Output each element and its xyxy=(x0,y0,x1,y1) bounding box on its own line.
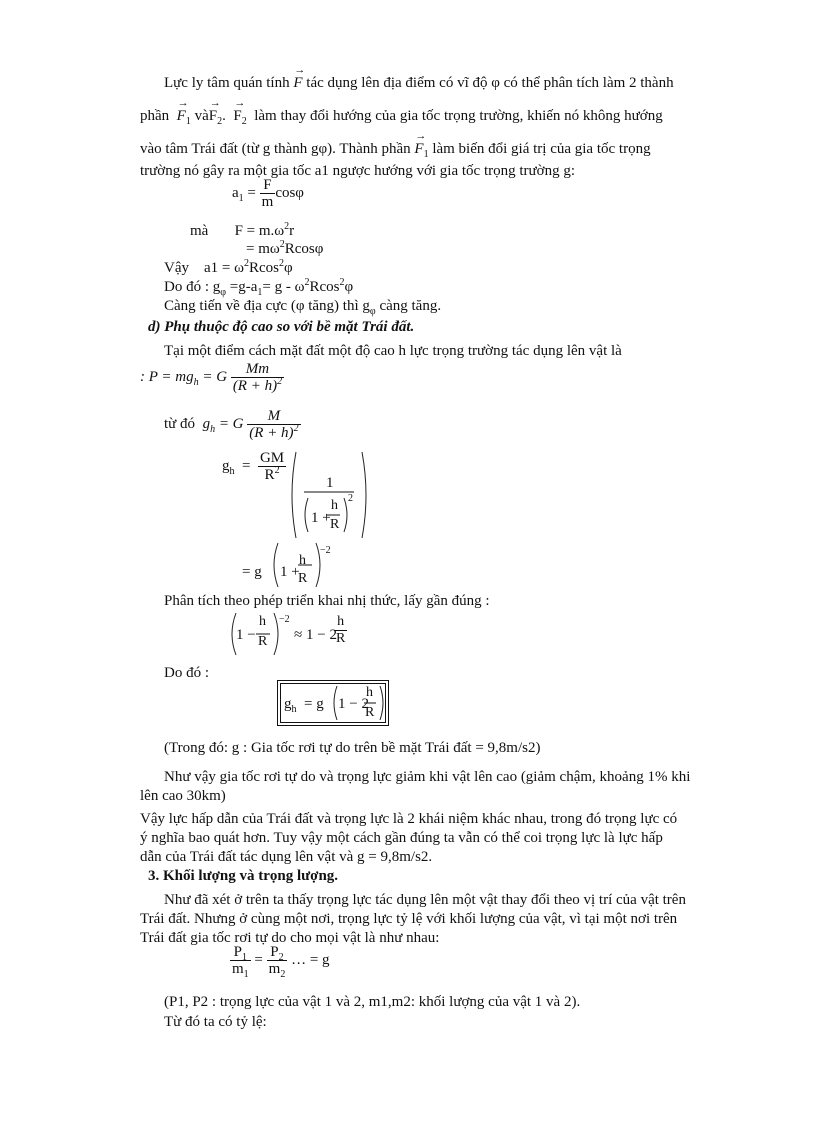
paragraph-line: trường nó gây ra một gia tốc a1 ngược hướng với gia tốc trọng trường g: xyxy=(140,163,576,179)
paragraph-line: dẫn của Trái đất tác dụng lên vật và g = 9,8m/s2. xyxy=(140,849,433,865)
equation-part: R xyxy=(298,571,308,586)
equation-part: −2 xyxy=(320,545,331,556)
paragraph-line: Như vậy gia tốc rơi tự do và trọng lực giảm khi vật lên cao (giảm chậm, khoảng 1% khi xyxy=(164,769,691,785)
equation: Vậy $a1 = \omega^2Rcos^2\varphi$ xyxy=(164,258,293,276)
paragraph-line: Tại một điểm cách mặt đất một độ cao h lực trọng trường tác dụng lên vật là xyxy=(164,343,622,359)
equation-part: 1 − xyxy=(236,627,256,643)
fraction: $\frac{h}{R}$ xyxy=(336,614,346,646)
paragraph-line: ý nghĩa bao quát hơn. Tuy vậy một cách gần đúng ta vẫn có thể coi trọng lực là lực hấp xyxy=(140,830,663,846)
paragraph-line: Lực ly tâm quán tính → F tác dụng lên địa điểm có vĩ độ φ có thể phân tích làm 2 thành xyxy=(164,74,674,92)
equation-part: h xyxy=(259,614,266,629)
equation-part: $g_h = g$ xyxy=(284,696,324,715)
paragraph-line: lên cao 30km) xyxy=(140,788,226,804)
paragraph-line: phần → $F_1$ và→ $F_2$. → $F_2$ làm thay đổi hướng của gia tốc trọng trường, khiến nó không hướng xyxy=(140,107,663,125)
equation: = $m\omega^2Rcos\varphi$ xyxy=(246,239,324,257)
paragraph-line: Trái đất gia tốc rơi tự do cho mọi vật là như nhau: xyxy=(140,930,440,946)
equation-part: 1 + xyxy=(280,564,300,580)
paragraph-line: (P1, P2 : trọng lực của vật 1 và 2, m1,m2: khối lượng của vật 1 và 2). xyxy=(164,994,581,1010)
paragraph-line: vào tâm Trái đất (từ g thành gφ). Thành phần → $F_1$ làm biến đổi giá trị của gia tốc trọng xyxy=(140,140,651,158)
equation-part: 1 xyxy=(326,475,334,491)
equation: từ đó $g_h = G$ $\frac{M}{(R + h)^2}$ xyxy=(164,408,299,441)
equation-part: 1 + xyxy=(311,510,331,526)
equation-part: −2 xyxy=(279,614,290,625)
equation-part: R xyxy=(365,705,375,720)
paragraph-line: Do đó : xyxy=(164,665,209,681)
equation-part: R xyxy=(330,517,340,532)
equation: $a_1$ = $\frac{F}{m}$ cosφ xyxy=(232,177,304,210)
equation: $g_h$ = $\frac{GM}{R^2}$ xyxy=(222,450,285,483)
paragraph-line: Từ đó ta có tỷ lệ: xyxy=(164,1014,267,1030)
paragraph-line: Như đã xét ở trên ta thấy trọng lực tác dụng lên một vật thay đổi theo vị trí của vật trên xyxy=(164,892,686,908)
equation: : $P = mg_h = G$ $\frac{Mm}{(R + h)^2}$ xyxy=(140,361,283,394)
equation: $\frac{P_1}{m_1}$ = $\frac{P_2}{m_2}$ … = g xyxy=(232,944,330,980)
paragraph-line: Càng tiến về địa cực (φ tăng) thì $g_\varphi$ càng tăng. xyxy=(164,298,442,317)
equation-part: 2 xyxy=(348,493,353,504)
equation-part: h xyxy=(299,553,306,568)
section-heading: d) Phụ thuộc độ cao so với bề mặt Trái đất. xyxy=(148,319,415,335)
equation-part: R xyxy=(258,634,268,649)
equation-part: h xyxy=(366,685,373,700)
equation: mà $F = m.\omega^2r$ xyxy=(190,221,295,239)
note: (Trong đó: g : Gia tốc rơi tự do trên bề mặt Trái đất = 9,8m/s2) xyxy=(164,740,541,756)
equation-part: h xyxy=(331,498,338,513)
equation-part: ≈ 1 − 2 xyxy=(294,627,337,643)
paragraph-line: Phân tích theo phép triển khai nhị thức, lấy gần đúng : xyxy=(164,593,490,609)
paragraph-line: Vậy lực hấp dẫn của Trái đất và trọng lực là 2 khái niệm khác nhau, trong đó trọng lực có xyxy=(140,811,678,827)
paragraph-line: Trái đất. Nhưng ở cùng một nơi, trọng lực tỷ lệ với khối lượng của vật, vì tại một nơi trên xyxy=(140,911,678,927)
equation-part: 1 − 2 xyxy=(338,696,369,712)
equation: Do đó : $g_\varphi =g-a_1= g - \omega^2Rcos^2\varphi$ xyxy=(164,277,354,298)
section-heading: 3. Khối lượng và trọng lượng. xyxy=(148,868,339,884)
equation: = g xyxy=(242,564,262,580)
